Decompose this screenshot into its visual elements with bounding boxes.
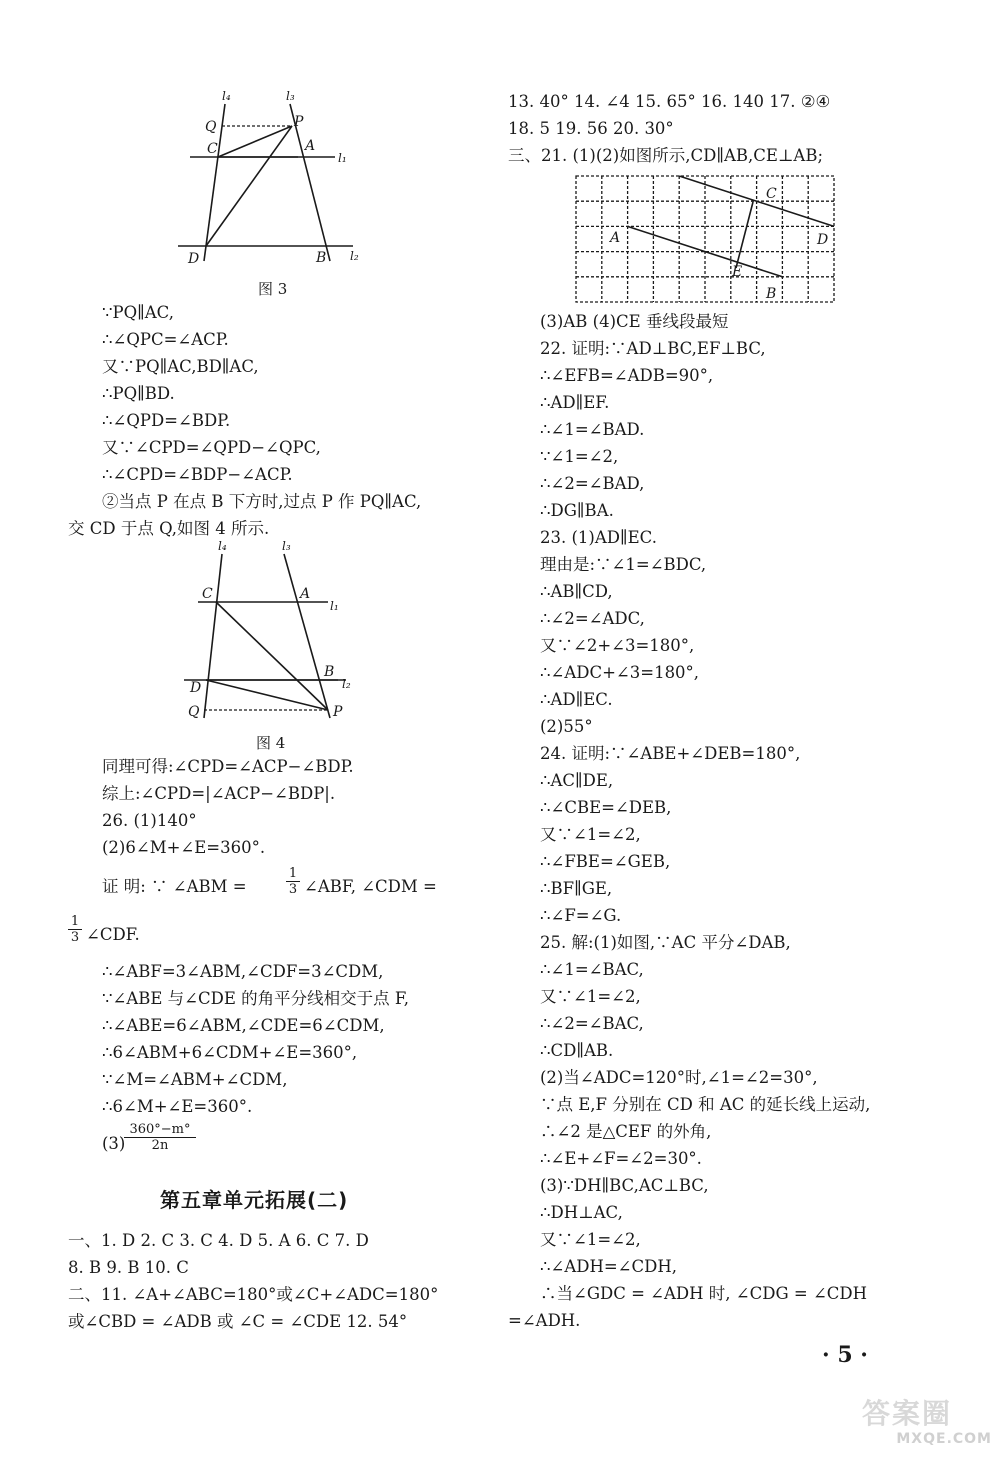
text-line: ∴PQ∥BD. (102, 384, 175, 403)
fig4-label-q: Q (188, 704, 200, 720)
part3-fraction (124, 1122, 196, 1153)
text-line: 又∵∠1=∠2, (540, 987, 641, 1006)
text-line: 理由是:∵∠1=∠BDC, (540, 555, 707, 574)
text-line: ∴∠ABF=3∠ABM,∠CDF=3∠CDM, (102, 962, 384, 981)
text-line: 又∵∠1=∠2, (540, 825, 641, 844)
text-line: ∵∠M=∠ABM+∠CDM, (102, 1070, 288, 1089)
text-line: ∴AB∥CD, (540, 582, 613, 601)
fig4-label-p: P (333, 704, 343, 720)
grid-label-d: D (817, 232, 829, 248)
fig3-label-c: C (207, 141, 218, 157)
watermark-logo (862, 1398, 992, 1456)
watermark-url-text: MXQE.COM (896, 1431, 992, 1447)
proof-end: ∠CDF. (86, 925, 140, 944)
fraction-denominator: 2n (124, 1137, 196, 1153)
text-line: 三、21. (1)(2)如图所示,CD∥AB,CE⊥AB; (508, 146, 824, 165)
fig3-label-b: B (316, 250, 327, 266)
grid-label-e: E (732, 264, 743, 280)
text-line: ∴当∠GDC = ∠ADH 时, ∠CDG = ∠CDH (540, 1284, 868, 1303)
text-line: ∴∠FBE=∠GEB, (540, 852, 671, 871)
text-line: ∴∠ABE=6∠ABM,∠CDE=6∠CDM, (102, 1016, 385, 1035)
page-number: · 5 · (822, 1342, 868, 1368)
text-line: 22. 证明:∵AD⊥BC,EF⊥BC, (540, 339, 766, 358)
text-line: 同理可得:∠CPD=∠ACP−∠BDP. (102, 757, 354, 776)
text-line: 又∵PQ∥AC,BD∥AC, (102, 357, 259, 376)
text-line: ∴∠QPD=∠BDP. (102, 411, 231, 430)
fig3-label-l4: l₄ (222, 89, 231, 103)
fig4-label-l4: l₄ (218, 540, 227, 553)
text-line: 26. (1)140° (102, 811, 197, 830)
text-line: ∵PQ∥AC, (102, 303, 174, 322)
text-line: ∴AD∥EF. (540, 393, 610, 412)
text-line: ∴AC∥DE, (540, 771, 614, 790)
text-line: 8. B 9. B 10. C (68, 1258, 189, 1277)
text-line: ∴BF∥GE, (540, 879, 613, 898)
fraction-numerator: 1 (288, 866, 298, 881)
text-line: 24. 证明:∵∠ABE+∠DEB=180°, (540, 744, 801, 763)
text-line: 18. 5 19. 56 20. 30° (508, 119, 674, 138)
fig4-label-l3: l₃ (282, 540, 291, 553)
figure-4 (178, 540, 368, 725)
text-line: (2)6∠M+∠E=360°. (102, 838, 266, 857)
text-line: ∴∠EFB=∠ADB=90°, (540, 366, 714, 385)
text-line: ∵∠1=∠2, (540, 447, 619, 466)
fig3-label-l3: l₃ (286, 89, 295, 103)
text-line: 又∵∠1=∠2, (540, 1230, 641, 1249)
fig3-label-q: Q (205, 119, 217, 135)
text-line: 综上:∠CPD=|∠ACP−∠BDP|. (102, 784, 336, 803)
text-line: (3)AB (4)CE 垂线段最短 (540, 312, 729, 331)
text-line: ∴∠2=∠ADC, (540, 609, 645, 628)
text-line: ∴∠QPC=∠ACP. (102, 330, 229, 349)
text-line: ∴DH⊥AC, (540, 1203, 623, 1222)
fraction-one-third-a (286, 866, 300, 897)
fig4-label-a: A (300, 586, 311, 602)
figure-4-caption: 图 4 (256, 734, 286, 752)
text-line: ∴AD∥EC. (540, 690, 613, 709)
text-line: 25. 解:(1)如图,∵AC 平分∠DAB, (540, 933, 791, 952)
text-line: ∴∠ADH=∠CDH, (540, 1257, 677, 1276)
fig4-label-d: D (190, 680, 202, 696)
text-line: (3)∵DH∥BC,AC⊥BC, (540, 1176, 709, 1195)
text-line: ∴∠2=∠BAC, (540, 1014, 644, 1033)
text-line: ∴∠E+∠F=∠2=30°. (540, 1149, 702, 1168)
figure-3-caption: 图 3 (258, 280, 288, 298)
text-line: ∴∠CPD=∠BDP−∠ACP. (102, 465, 293, 484)
text-line: ∴∠F=∠G. (540, 906, 622, 925)
text-line: ∴∠ADC+∠3=180°, (540, 663, 700, 682)
fraction-numerator: 360°−m° (129, 1122, 191, 1137)
text-line: ∴6∠M+∠E=360°. (102, 1097, 253, 1116)
grid-figure (570, 172, 840, 306)
text-line: ∴6∠ABM+6∠CDM+∠E=360°, (102, 1043, 358, 1062)
grid-label-c: C (766, 186, 777, 202)
fig3-label-d: D (188, 251, 200, 267)
fig4-label-c: C (202, 586, 213, 602)
text-line: ∵∠ABE 与∠CDE 的角平分线相交于点 F, (102, 989, 409, 1008)
proof-mid: ∠ABF, ∠CDM = (304, 877, 437, 896)
text-line: ∴DG∥BA. (540, 501, 614, 520)
fraction-denominator: 3 (286, 881, 300, 897)
fig3-label-p: P (294, 114, 304, 130)
fig3-label-l1: l₁ (338, 151, 347, 165)
fraction-denominator: 3 (68, 929, 82, 945)
fig4-label-l1: l₁ (330, 599, 339, 613)
text-line: ∴∠1=∠BAC, (540, 960, 644, 979)
text-line: 又∵∠2+∠3=180°, (540, 636, 695, 655)
fraction-numerator: 1 (70, 914, 80, 929)
text-line: ∴∠CBE=∠DEB, (540, 798, 672, 817)
text-line: 二、11. ∠A+∠ABC=180°或∠C+∠ADC=180° (68, 1285, 439, 1304)
text-line: 一、1. D 2. C 3. C 4. D 5. A 6. C 7. D (68, 1231, 369, 1250)
text-line: ∴∠2=∠BAD, (540, 474, 645, 493)
text-line: =∠ADH. (508, 1311, 581, 1330)
text-line: ∴∠1=∠BAD. (540, 420, 645, 439)
grid-label-a: A (610, 230, 621, 246)
text-line: (2)当∠ADC=120°时,∠1=∠2=30°, (540, 1068, 818, 1087)
text-line: (2)55° (540, 717, 593, 736)
text-line: 交 CD 于点 Q,如图 4 所示. (68, 519, 270, 538)
text-line: ∵点 E,F 分别在 CD 和 AC 的延长线上运动, (540, 1095, 871, 1114)
fig3-label-l2: l₂ (350, 249, 359, 263)
text-line: 又∵∠CPD=∠QPD−∠QPC, (102, 438, 321, 457)
text-line: ∴CD∥AB. (540, 1041, 614, 1060)
text-line: 23. (1)AD∥EC. (540, 528, 657, 547)
watermark-brand-text: 答案圈 (862, 1397, 953, 1430)
text-line: ∴∠2 是△CEF 的外角, (540, 1122, 712, 1141)
fig4-label-l2: l₂ (342, 677, 351, 691)
figure-3 (170, 86, 370, 271)
section-title: 第五章单元拓展(二) (160, 1188, 349, 1212)
fig3-label-a: A (305, 138, 316, 154)
grid-label-b: B (766, 286, 777, 302)
fraction-one-third-b (68, 914, 82, 945)
text-line: ②当点 P 在点 B 下方时,过点 P 作 PQ∥AC, (102, 492, 422, 511)
proof-start: 证 明: ∵ ∠ABM = (102, 877, 247, 896)
fig4-label-b: B (324, 664, 335, 680)
part3-label: (3) (102, 1134, 126, 1153)
text-line: 13. 40° 14. ∠4 15. 65° 16. 140 17. ②④ (508, 92, 831, 111)
text-line: 或∠CBD = ∠ADB 或 ∠C = ∠CDE 12. 54° (68, 1312, 408, 1331)
